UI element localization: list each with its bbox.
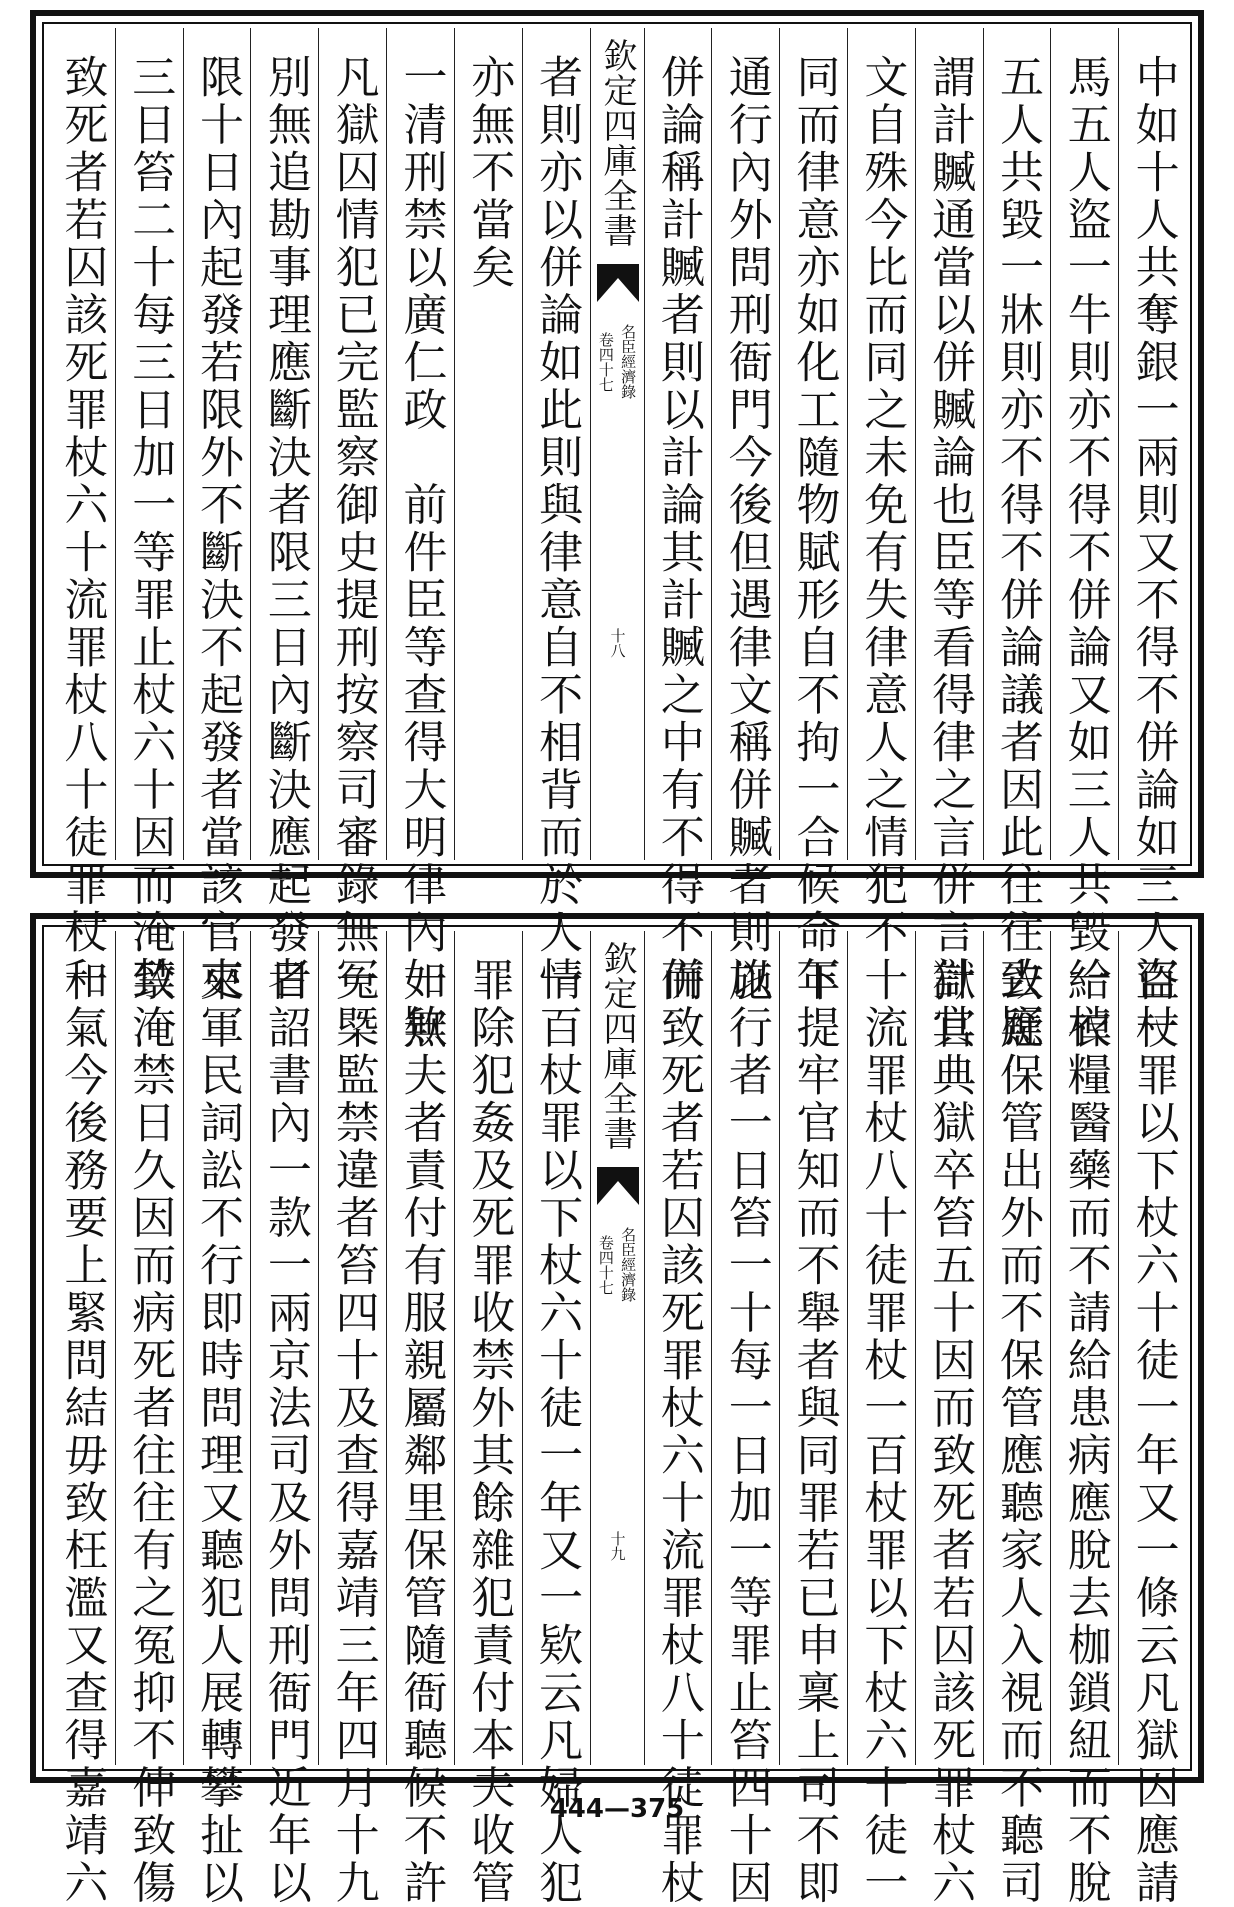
juan-number: 卷四十七 [596, 1235, 615, 1295]
column-text: 如無夫者責付有服親屬鄰里保管隨衙聽候不許 [395, 957, 447, 1907]
column-text: 併論稱計贓者則以計論其計贓之中有不得不併 [652, 54, 704, 1004]
column-text: 日詔書內一款一兩京法司及外問刑衙門近年以 [259, 957, 311, 1907]
text-column [711, 28, 779, 1004]
column-text: 別無追勘事理應斷決者限三日內斷決應起發者 [259, 54, 311, 1004]
text-column [48, 28, 115, 1004]
column-text: 一槩監禁違者笞四十及查得嘉靖三年四月十九 [327, 957, 379, 1907]
book-name: 名臣經濟錄 [619, 324, 638, 399]
text-column [386, 931, 454, 1907]
text-column [983, 931, 1051, 1907]
fish-tail-mark-icon [597, 264, 639, 302]
column-text: 謂計贓通當以併贓論也臣等看得律之言併言計其 [924, 54, 976, 1052]
folio-number: 十八 [608, 628, 627, 658]
text-column [983, 28, 1051, 1052]
text-column [454, 931, 522, 1907]
top-page-frame [30, 10, 1204, 1052]
text-column [779, 931, 847, 1907]
text-column [48, 931, 115, 1907]
column-text: 限十日內起發若限外不斷決不起發者當該官吏 [192, 54, 244, 1004]
text-column [1118, 931, 1186, 1907]
text-column [183, 28, 251, 1004]
text-column [915, 931, 983, 1907]
column-text: 通行內外問刑衙門今後但遇律文稱併贓者則以 [720, 54, 772, 1004]
column-text: 罪除犯姦及死罪收禁外其餘雜犯責付本夫收管 [463, 957, 515, 1907]
text-column [1118, 28, 1186, 1052]
text-column [318, 28, 386, 1004]
center-margin [590, 28, 644, 860]
juan-number: 卷四十七 [596, 332, 615, 392]
text-column [318, 931, 386, 1907]
column-text: 和氣今後務要上緊問結毋致枉濫又查得嘉靖六 [56, 957, 108, 1907]
column-text: 獄官典獄卒笞五十因而致死者若囚該死罪杖六 [924, 957, 976, 1907]
column-text: 百杖罪以下杖六十徒一年又一條云凡獄囚應請 [1127, 957, 1179, 1907]
column-text: 十流罪杖八十徒罪杖一百杖罪以下杖六十徒一 [856, 957, 908, 1907]
column-text: 同而律意亦如化工隨物賦形自不拘一合候命下 [788, 54, 840, 1004]
text-column [711, 931, 779, 1907]
book-series-title: 欽定四庫全書 [597, 38, 637, 248]
column-text: 三日笞二十每三日加一等罪止杖六十因而淹禁 [124, 54, 176, 1004]
text-column [1050, 931, 1118, 1907]
column-text: 去應保管出外而不保管應聽家人入視而不聽司 [991, 957, 1043, 1907]
folio-number: 十九 [608, 1531, 627, 1561]
text-column [454, 28, 522, 860]
column-text: 致死者若囚該死罪杖六十流罪杖八十徒罪杖一 [56, 54, 108, 1004]
text-column [644, 931, 712, 1907]
text-column [250, 28, 318, 1004]
book-name: 名臣經濟錄 [619, 1227, 638, 1302]
text-column [847, 931, 915, 1907]
column-text: 而致死者若囚該死罪杖六十流罪杖八十徒罪杖 [652, 957, 704, 1907]
text-column [183, 931, 251, 1907]
column-text: 馬五人盜一牛則亦不得不併論又如三人共毀一棹 [1059, 54, 1111, 1052]
column-text: 一清刑禁以廣仁政 前件臣等查得大明律內一欵 [395, 54, 447, 1052]
column-text: 給衣糧醫藥而不請給患病應脫去枷鎖紐而不脫 [1059, 957, 1111, 1907]
text-column [847, 28, 915, 957]
top-columns [48, 28, 1186, 1052]
fish-tail-mark-icon [597, 1167, 639, 1205]
text-column [1050, 28, 1118, 1052]
text-column [915, 28, 983, 1052]
column-text: 年提牢官知而不舉者與同罪若已申稟上司不即 [788, 957, 840, 1907]
text-column [115, 28, 183, 1004]
column-text: 者則亦以併論如此則與律意自不相背而於人情 [531, 54, 583, 1004]
column-text: 中如十人共奪銀一兩則又不得不併論如三人盜一 [1127, 54, 1179, 1052]
book-series-title: 欽定四庫全書 [597, 941, 637, 1151]
column-text: 來軍民詞訟不行即時問理又聽犯人展轉攀扯以 [192, 957, 244, 1907]
column-text: 文自殊今比而同之未免有失律意人之情犯不 [856, 54, 908, 957]
column-text: 施行者一日笞一十每一日加一等罪止笞四十因 [720, 957, 772, 1907]
text-column [779, 28, 847, 1004]
column-text: 一百杖罪以下杖六十徒一年又一欵云凡婦人犯 [531, 957, 583, 1907]
text-column [386, 28, 454, 1052]
column-text: 亦無不當矣 [463, 54, 515, 292]
column-text: 致淹禁日久因而病死者往往有之冤抑不伸致傷 [124, 957, 176, 1907]
text-column [250, 931, 318, 1907]
column-text: 凡獄囚情犯已完監察御史提刑按察司審錄無冤 [327, 54, 379, 1004]
text-column [115, 931, 183, 1907]
center-margin [590, 931, 644, 1765]
column-text: 五人共毀一牀則亦不得不併論議者因此往往致疑 [991, 54, 1043, 1052]
text-column [522, 931, 590, 1907]
page-number: 444—375 [549, 1794, 685, 1824]
text-column [522, 28, 590, 1004]
text-column [644, 28, 712, 1004]
